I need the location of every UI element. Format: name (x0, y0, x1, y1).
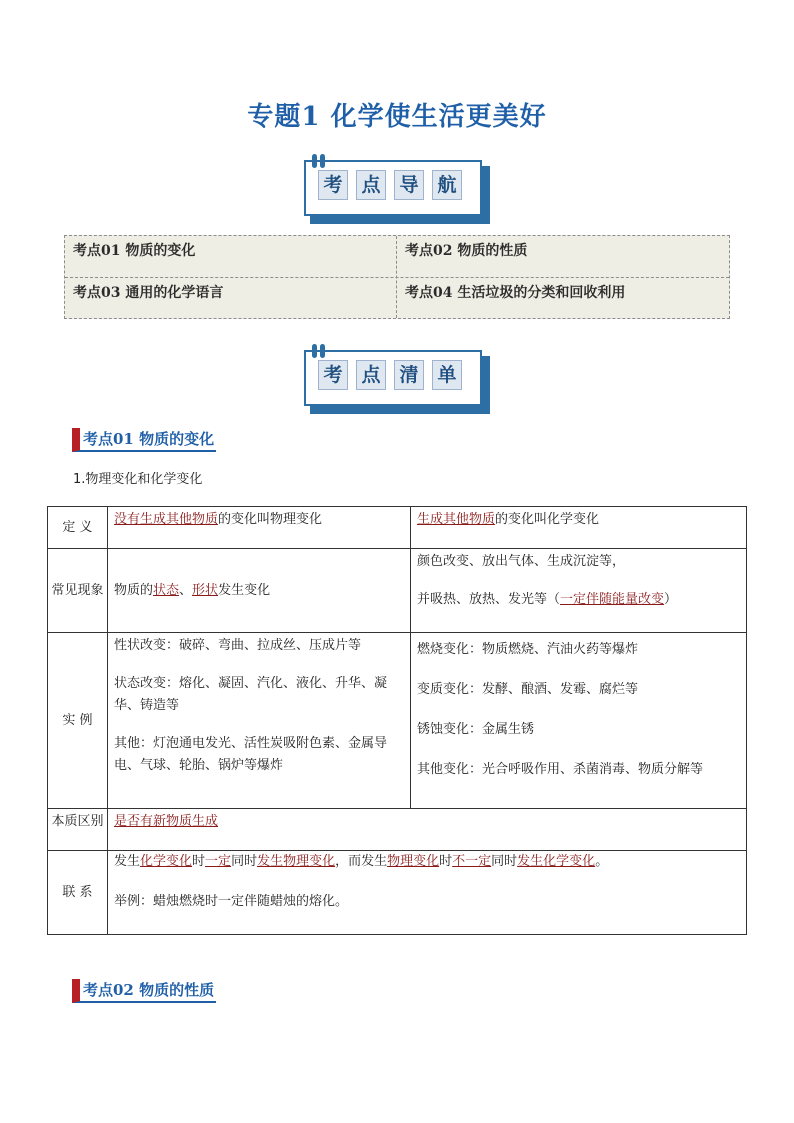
nav-item-01[interactable]: 考点01 物质的变化 (73, 243, 196, 259)
cell-text: 。 (595, 854, 609, 869)
table-cell (108, 549, 411, 633)
cell-text: 同时 (491, 854, 518, 869)
subsection-heading: 1.物理变化和化学变化 (73, 472, 203, 487)
page-title: 专题1 化学使生活更美好 (247, 102, 547, 132)
table-row (48, 809, 747, 851)
table-cell (411, 507, 747, 549)
banner-list (304, 350, 486, 412)
cell-text: 物质的 (114, 582, 154, 598)
table-cell (108, 507, 411, 549)
cell-text: ） (664, 592, 678, 607)
ring-icon (320, 344, 325, 358)
row-label: 常见现象 (48, 549, 108, 633)
cell-text (114, 851, 740, 873)
key-term: 一定伴随能量改变 (560, 592, 665, 607)
row-label: 联 系 (48, 851, 108, 935)
table-row (48, 507, 747, 549)
table-cell (108, 633, 411, 809)
key-term: 化学变化 (140, 854, 193, 869)
section-heading-02: 考点02 物质的性质 (72, 979, 216, 1003)
grid-divider (65, 277, 729, 278)
cell-text: 的变化叫物理变化 (218, 512, 323, 527)
cell-text: 状态改变：熔化、凝固、汽化、液化、升华、凝华、铸造等 (114, 676, 388, 713)
banner-char: 考 (318, 360, 348, 390)
key-term: 发生物理变化 (257, 854, 336, 869)
banner-char: 点 (356, 360, 386, 390)
banner-char: 单 (432, 360, 462, 390)
nav-item-04[interactable]: 考点04 生活垃圾的分类和回收利用 (405, 285, 626, 301)
banner-char: 航 (432, 170, 462, 200)
cell-text: 其他：灯泡通电发光、活性炭吸附色素、金属导电、气球、轮胎、锅炉等爆炸 (114, 736, 388, 773)
comparison-table (47, 506, 747, 935)
key-term: 没有生成其他物质 (114, 512, 219, 527)
table-row (48, 851, 747, 935)
banner-char: 导 (394, 170, 424, 200)
banner-char: 点 (356, 170, 386, 200)
cell-text: 并吸热、放热、发光等（ (417, 592, 561, 607)
row-label: 定 义 (48, 507, 108, 549)
table-cell (108, 809, 747, 851)
cell-text: 同时 (231, 854, 258, 869)
banner-char: 考 (318, 170, 348, 200)
cell-text: 的变化叫化学变化 (495, 512, 600, 527)
ring-icon (312, 344, 317, 358)
key-term: 不一定 (452, 854, 492, 869)
topic-nav-grid (64, 235, 730, 319)
table-row (48, 549, 747, 633)
section-heading-01: 考点01 物质的变化 (72, 428, 216, 452)
key-term: 发生化学变化 (517, 854, 596, 869)
cell-text: 、 (179, 582, 193, 598)
row-label: 实 例 (48, 633, 108, 809)
table-cell (411, 549, 747, 633)
row-label: 本质区别 (48, 809, 108, 851)
table-row (48, 633, 747, 809)
cell-text: 锈蚀变化：金属生锈 (417, 722, 535, 737)
key-term: 状态 (153, 582, 180, 598)
nav-item-02[interactable]: 考点02 物质的性质 (405, 243, 528, 259)
nav-item-03[interactable]: 考点03 通用的化学语言 (73, 285, 224, 301)
cell-text: 时 (192, 854, 206, 869)
cell-text: ，而发生 (335, 854, 388, 869)
key-term: 生成其他物质 (417, 512, 496, 527)
cell-text: 燃烧变化：物质燃烧、汽油火药等爆炸 (417, 642, 639, 657)
cell-text: 举例：蜡烛燃烧时一定伴随蜡烛的熔化。 (114, 894, 349, 909)
table-cell (108, 851, 747, 935)
cell-text (417, 589, 740, 611)
table-cell (411, 633, 747, 809)
key-term: 是否有新物质生成 (114, 814, 219, 829)
cell-text: 时 (439, 854, 453, 869)
banner-nav (304, 160, 486, 222)
cell-text: 其他变化：光合呼吸作用、杀菌消毒、物质分解等 (417, 762, 704, 777)
cell-text: 颜色改变、放出气体、生成沉淀等， (417, 554, 626, 569)
key-term: 物理变化 (387, 854, 440, 869)
key-term: 一定 (205, 854, 232, 869)
banner-char: 清 (394, 360, 424, 390)
cell-text: 性状改变：破碎、弯曲、拉成丝、压成片等 (114, 638, 362, 653)
key-term: 形状 (192, 582, 219, 598)
cell-text: 发生 (114, 854, 141, 869)
ring-icon (320, 154, 325, 168)
cell-text: 变质变化：发酵、酿酒、发霉、腐烂等 (417, 682, 639, 697)
cell-text: 发生变化 (218, 582, 271, 598)
ring-icon (312, 154, 317, 168)
